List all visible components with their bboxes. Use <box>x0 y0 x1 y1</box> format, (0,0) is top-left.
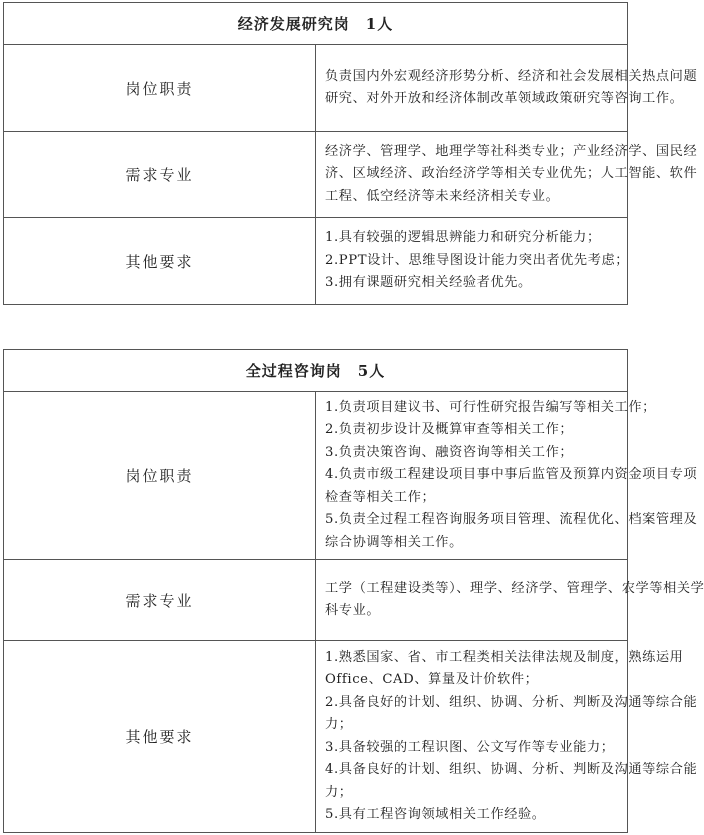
table-title <box>4 350 628 392</box>
row-label: 岗位职责 <box>4 392 316 560</box>
row-label: 其他要求 <box>4 218 316 305</box>
table-title-row <box>4 3 628 45</box>
content-line: Office、CAD、算量及计价软件； <box>325 672 539 687</box>
content-line: 力； <box>325 717 353 732</box>
content-line: 综合协调等相关工作。 <box>325 534 463 550</box>
content-line: 负责国内外宏观经济形势分析、经济和社会发展相关热点问题 <box>325 68 698 84</box>
content-line: 4.负责市级工程建设项目事中事后监管及预算内资金项目专项 <box>325 467 698 483</box>
position-count: 5人 <box>357 362 386 380</box>
content-line: 工学（工程建设类等）、理学、经济学、管理学、农学等相关学 <box>325 580 704 596</box>
content-line: 经济学、管理学、地理学等社科类专业；产业经济学、国民经 <box>325 143 698 159</box>
position-title: 经济发展研究岗 <box>237 15 350 33</box>
row-content <box>316 132 698 218</box>
content-line: 工程、低空经济等未来经济相关专业。 <box>325 188 560 204</box>
content-line: 3.负责决策咨询、融资咨询等相关工作； <box>325 444 574 460</box>
table-row-majors <box>4 132 628 218</box>
position-title: 全过程咨询岗 <box>245 362 342 380</box>
table-title <box>4 3 628 45</box>
row-content <box>316 392 698 560</box>
row-label: 岗位职责 <box>4 45 316 132</box>
content-line: 5.具有工程咨询领域相关工作经验。 <box>325 807 546 822</box>
row-content <box>316 45 698 132</box>
job-table-economic-research <box>3 2 698 305</box>
table-row-other-requirements <box>4 218 628 305</box>
content-line: 2.PPT设计、思维导图设计能力突出者优先考虑； <box>325 252 630 268</box>
position-count: 1人 <box>365 15 394 33</box>
content-line: 济、区域经济、政治经济学等相关专业优先；人工智能、软件 <box>325 166 698 182</box>
content-line: 2.负责初步设计及概算审查等相关工作； <box>325 422 574 438</box>
row-content <box>316 560 704 641</box>
row-label: 其他要求 <box>4 641 316 833</box>
content-line: 1.具有较强的逻辑思辨能力和研究分析能力； <box>325 230 601 246</box>
row-content <box>316 218 628 305</box>
row-content <box>316 641 698 833</box>
table-row-duties <box>4 45 628 132</box>
content-line: 2.具备良好的计划、组织、协调、分析、判断及沟通等综合能 <box>325 694 698 710</box>
content-line: 3.具备较强的工程识图、公文写作等专业能力； <box>325 739 615 755</box>
table-row-duties <box>4 392 628 560</box>
content-line: 力； <box>325 784 353 800</box>
content-line: 科专业。 <box>325 603 381 618</box>
content-line: 3.拥有课题研究相关经验者优先。 <box>325 275 532 291</box>
content-line: 1.熟悉国家、省、市工程类相关法律法规及制度，熟练运用 <box>325 649 684 665</box>
content-line: 5.负责全过程工程咨询服务项目管理、流程优化、档案管理及 <box>325 512 698 528</box>
table-row-majors <box>4 560 628 641</box>
content-line: 1.负责项目建议书、可行性研究报告编写等相关工作； <box>325 399 656 415</box>
row-label: 需求专业 <box>4 132 316 218</box>
content-line: 检查等相关工作； <box>325 489 436 505</box>
content-line: 4.具备良好的计划、组织、协调、分析、判断及沟通等综合能 <box>325 762 698 777</box>
job-table-full-process-consulting <box>3 349 704 833</box>
table-row-other-requirements <box>4 641 628 833</box>
table-title-row <box>4 350 628 392</box>
content-line: 研究、对外开放和经济体制改革领域政策研究等咨询工作。 <box>325 91 684 106</box>
row-label: 需求专业 <box>4 560 316 641</box>
